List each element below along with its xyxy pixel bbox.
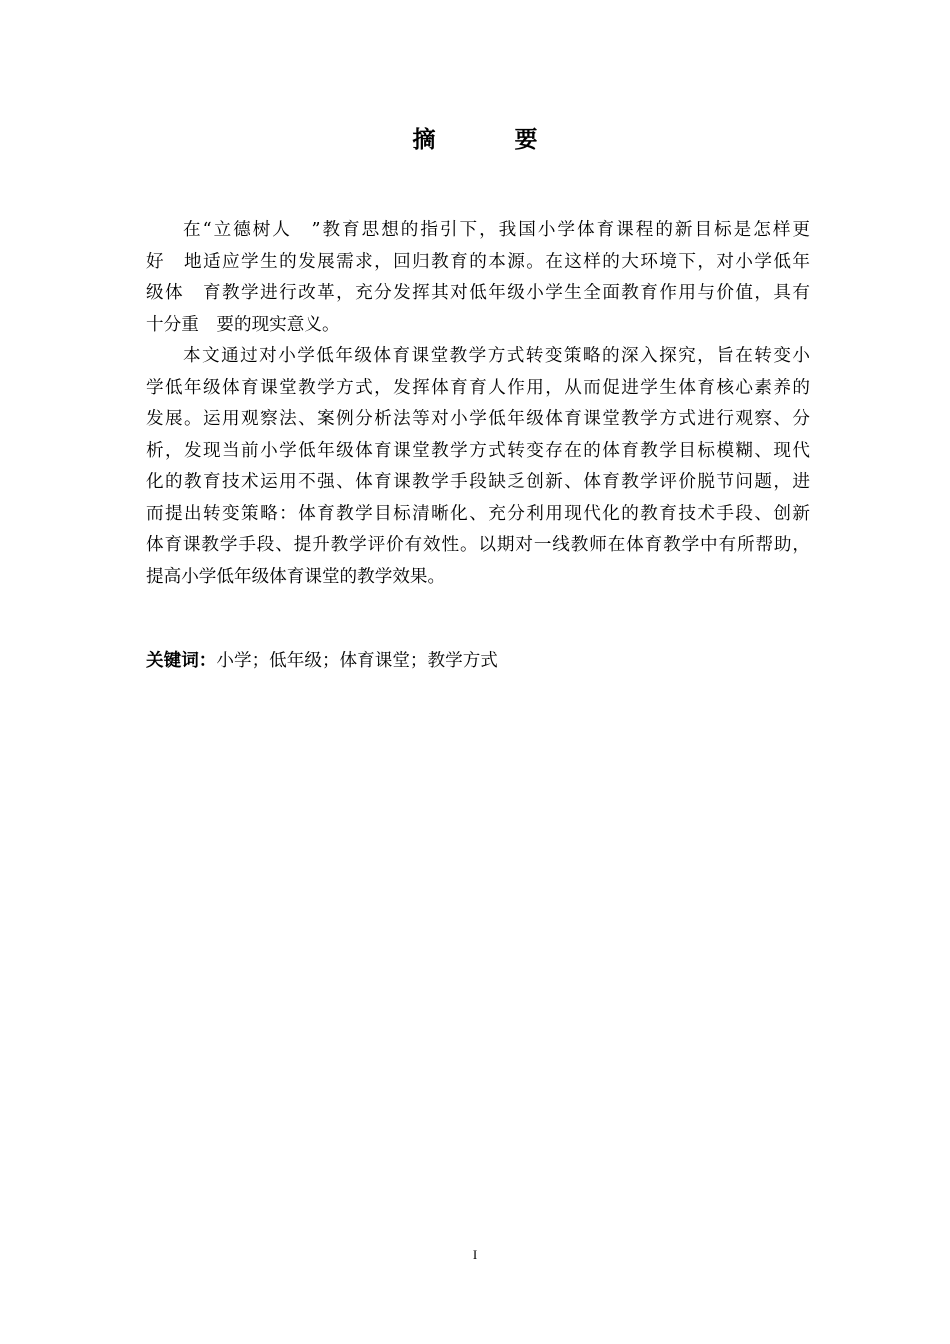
paragraph-2-line-2: 学低年级体育课堂教学方式，发挥体育育人作用，从而促进学生体育核心素养的 bbox=[146, 377, 810, 398]
abstract-title: 摘 要 bbox=[412, 127, 566, 153]
paragraph-2-line-4: 析，发现当前小学低年级体育课堂教学方式转变存在的体育教学目标模糊、现代 bbox=[146, 440, 810, 461]
paragraph-2-line-6: 而提出转变策略：体育教学目标清晰化、充分利用现代化的教育技术手段、创新 bbox=[146, 503, 810, 524]
paragraph-1-line-4: 十分重 要的现实意义。 bbox=[146, 314, 340, 335]
paragraph-2-line-7: 体育课教学手段、提升教学评价有效性。以期对一线教师在体育教学中有所帮助， bbox=[146, 535, 810, 555]
keywords-line bbox=[146, 646, 498, 678]
keywords-label: 关键词： bbox=[146, 651, 217, 671]
paragraph-2-line-5: 化的教育技术运用不强、体育课教学手段缺乏创新、体育教学评价脱节问题，进 bbox=[146, 472, 810, 492]
paragraph-1-line-3: 级体 育教学进行改革，充分发挥其对低年级小学生全面教育作用与价值，具有 bbox=[146, 283, 810, 303]
page-number: I bbox=[472, 1247, 478, 1262]
paragraph-2-line-8: 提高小学低年级体育课堂的教学效果。 bbox=[146, 566, 446, 587]
keywords-list: 小学；低年级；体育课堂；教学方式 bbox=[216, 651, 498, 671]
paragraph-2-line-3: 发展。运用观察法、案例分析法等对小学低年级体育课堂教学方式进行观察、分 bbox=[146, 409, 810, 429]
abstract-body bbox=[146, 215, 810, 593]
paragraph-1-line-1: 在“立德树人 ”教育思想的指引下，我国小学体育课程的新目标是怎样更 bbox=[183, 220, 810, 240]
paragraph-2-line-1: 本文通过对小学低年级体育课堂教学方式转变策略的深入探究，旨在转变小 bbox=[183, 346, 810, 366]
paragraph-1-line-2: 好 地适应学生的发展需求，回归教育的本源。在这样的大环境下，对小学低年 bbox=[146, 251, 810, 272]
